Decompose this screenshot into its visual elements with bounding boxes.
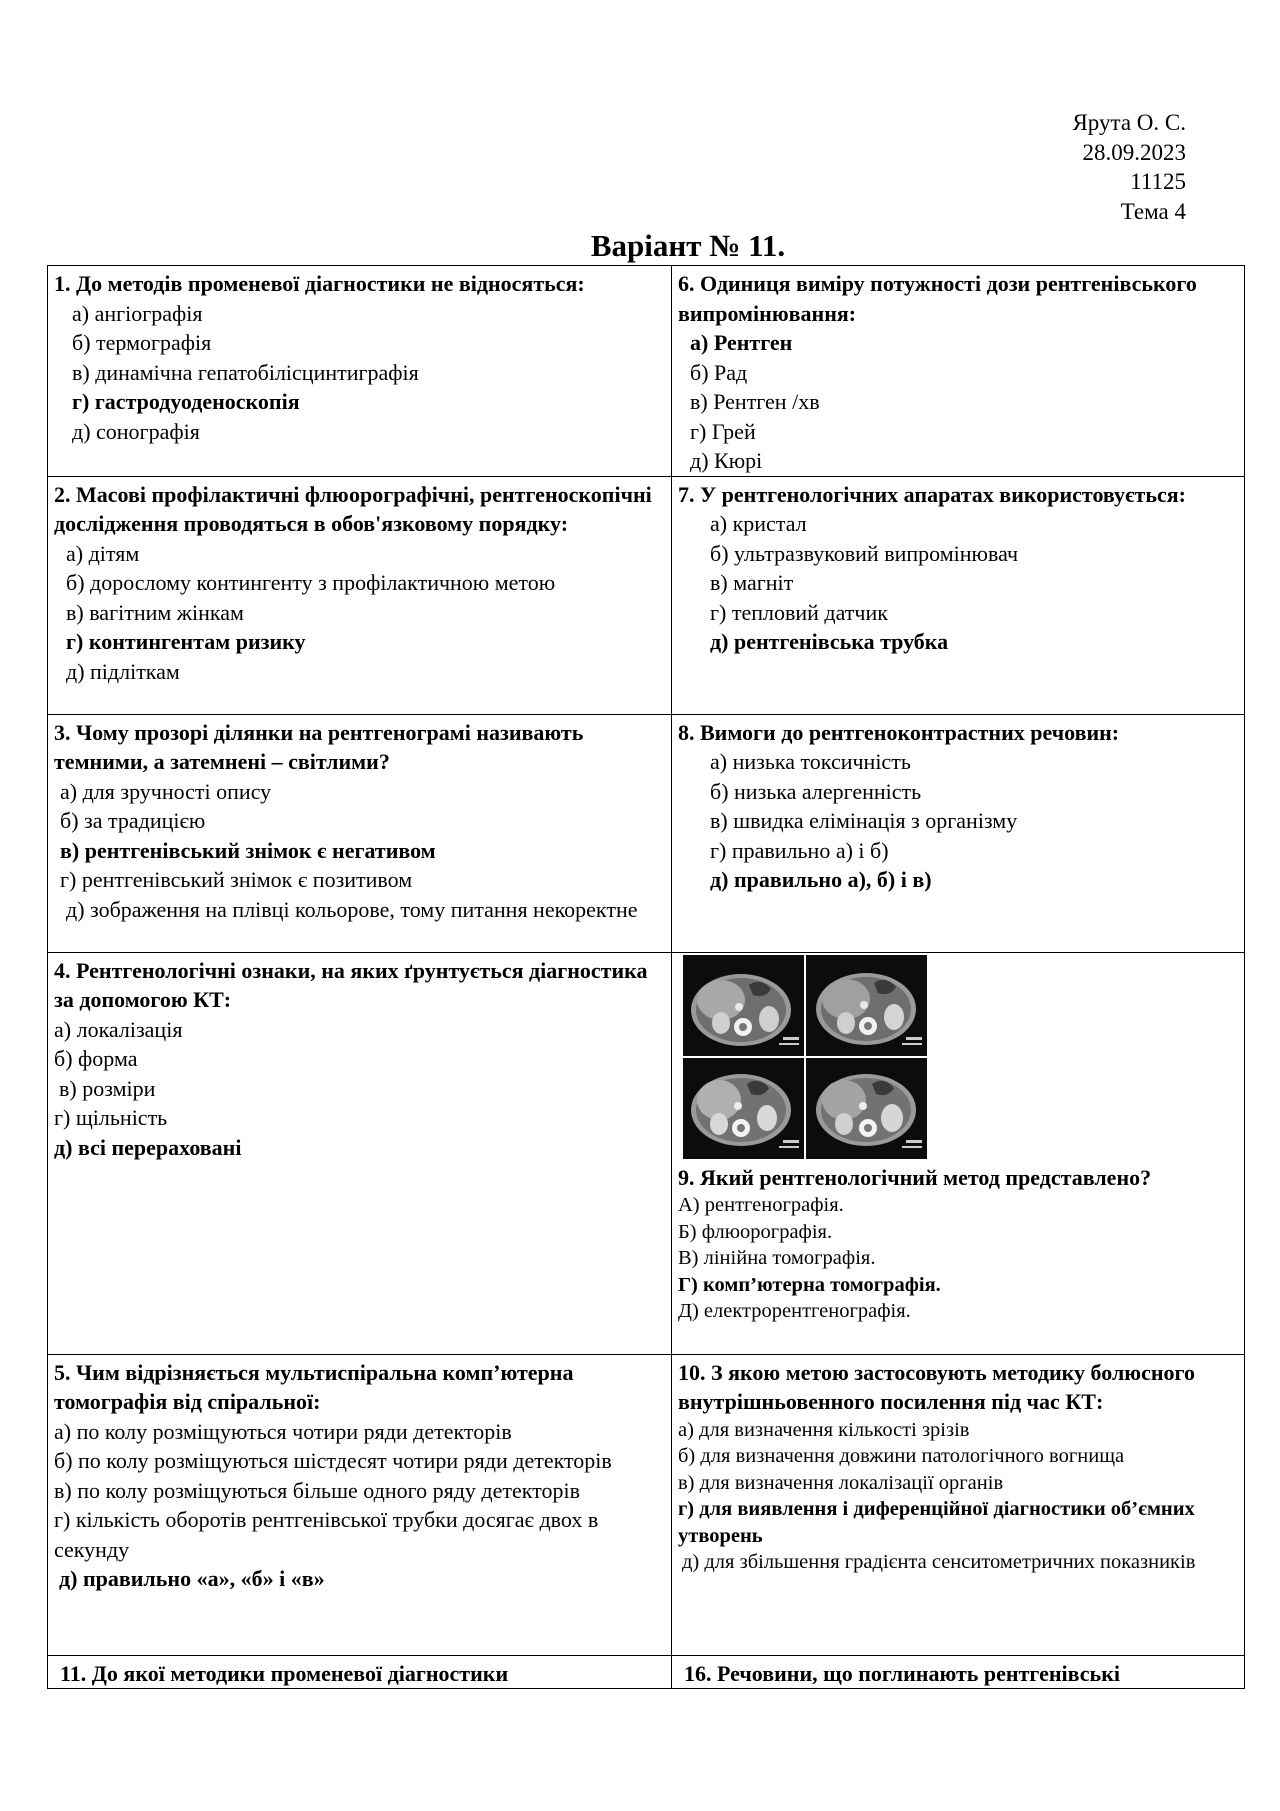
question-cell-8 — [672, 714, 1245, 952]
document-code: 11125 — [1130, 169, 1186, 194]
answer-option: г) щільність — [54, 1105, 168, 1130]
answer-option: в) магніт — [710, 570, 794, 595]
question-text: 9. Який рентгенологічний метод представлено? — [678, 1164, 1152, 1190]
answer-option-correct: Г) комп’ютерна томографія. — [678, 1273, 941, 1296]
answer-option: б) ультразвуковий випромінювач — [710, 540, 1019, 566]
answer-option-correct: а) Рентген — [690, 330, 793, 355]
question-cell-1 — [48, 266, 672, 477]
table-row — [48, 476, 1245, 714]
answer-option: д) Кюрі — [690, 448, 763, 473]
answer-option: д) для збільшення градієнта сенситометричних показників — [682, 1551, 1196, 1573]
question-cell-11 — [48, 1655, 672, 1689]
answer-option: в) Рентген /хв — [690, 389, 820, 414]
answer-option: б) термографія — [72, 330, 212, 355]
answer-option: г) Грей — [690, 418, 756, 444]
answer-option: б) по колу розміщуються шістдесят чотири ряди детекторів — [54, 1448, 612, 1473]
ct-slice — [683, 955, 804, 1056]
author-name: Ярута О. С. — [1072, 110, 1186, 135]
answer-option: г) тепловий датчик — [710, 599, 888, 625]
answer-option: в) по колу розміщуються більше одного ряду детекторів — [54, 1477, 580, 1503]
question-cell-7 — [672, 476, 1245, 714]
answer-option: А) рентгенографія. — [678, 1194, 844, 1216]
answer-option-correct: в) рентгенівський знімок є негативом — [60, 837, 436, 863]
question-text: 2. Масові профілактичні флюорографічні, рентгеноскопічні дослідження проводяться в обов'язковому порядку: — [54, 481, 652, 536]
question-text: 3. Чому прозорі ділянки на рентгенограмі називають темними, а затемнені – світлими? — [54, 719, 584, 774]
question-text: 6. Одиниця виміру потужності дози рентгенівського випромінювання: — [678, 271, 1197, 326]
question-cell-16 — [672, 1655, 1245, 1689]
question-cell-10 — [672, 1354, 1245, 1655]
answer-option: Д) електрорентгенографія. — [678, 1300, 911, 1322]
answer-option: а) для визначення кількості зрізів — [678, 1418, 970, 1441]
answer-option: б) дорослому контингенту з профілактичною метою — [66, 570, 556, 595]
question-text: 11. До якої методики променевої діагностики — [60, 1660, 509, 1686]
answer-option: д) сонографія — [72, 418, 200, 444]
answer-option: д) підліткам — [66, 658, 180, 684]
answer-option-correct: д) рентгенівська трубка — [710, 629, 949, 654]
answer-option: а) дітям — [66, 540, 140, 566]
ct-slice — [806, 955, 927, 1056]
answer-option: в) динамічна гепатобіліcцинтиграфія — [72, 359, 419, 385]
question-cell-5 — [48, 1354, 672, 1655]
answer-option: В) лінійна томографія. — [678, 1247, 876, 1269]
answer-option-correct: д) правильно «а», «б» і «в» — [59, 1566, 325, 1591]
question-text: 16. Речовини, що поглинають рентгенівські — [684, 1660, 1120, 1686]
answer-option: г) правильно а) і б) — [710, 837, 889, 863]
document-date: 28.09.2023 — [1082, 139, 1186, 165]
answer-option: а) по колу розміщуються чотири ряди детекторів — [54, 1418, 512, 1444]
question-text: 10. З якою метою застосовують методику болюсного внутрішньовенного посилення під час КТ: — [678, 1359, 1195, 1414]
table-row — [48, 714, 1245, 952]
answer-option-correct: д) правильно а), б) і в) — [710, 867, 932, 892]
answer-option-correct: г) гастродуоденоскопія — [72, 389, 300, 414]
answer-option: а) ангіографія — [72, 300, 203, 326]
question-text: 1. До методів променевої діагностики не відносяться: — [54, 271, 585, 296]
topic-label: Тема 4 — [1120, 198, 1186, 224]
question-text: 8. Вимоги до рентгеноконтрастних речовин: — [678, 719, 1120, 745]
answer-option: а) для зручності опису — [60, 778, 272, 804]
table-row — [48, 952, 1245, 1354]
document-header — [1072, 108, 1186, 226]
answer-option: б) для визначення довжини патологічного вогнища — [678, 1445, 1125, 1467]
answer-option: г) рентгенівський знімок є позитивом — [60, 867, 413, 892]
answer-option: в) швидка елімінація з організму — [710, 808, 1018, 833]
ct-scan-image — [683, 955, 927, 1159]
variant-title: Варіант № 11. — [590, 228, 786, 263]
table-row — [48, 1354, 1245, 1655]
answer-option: в) для визначення локалізації органів — [678, 1471, 1004, 1494]
question-text: 5. Чим відрізняється мультиспіральна комп’ютерна томографія від спіральної: — [54, 1359, 574, 1414]
answer-option: б) форма — [54, 1046, 138, 1071]
answer-option: б) за традицією — [60, 808, 206, 833]
questions-table — [47, 265, 1245, 1689]
answer-option: б) Рад — [690, 359, 748, 385]
answer-option: Б) флюорографія. — [678, 1220, 833, 1243]
answer-option: а) кристал — [710, 511, 807, 536]
question-cell-6 — [672, 266, 1245, 477]
question-cell-2 — [48, 476, 672, 714]
answer-option: в) розміри — [59, 1075, 156, 1101]
answer-option: в) вагітним жінкам — [66, 599, 244, 625]
answer-option: б) низька алергенність — [710, 778, 922, 804]
question-cell-9 — [672, 952, 1245, 1354]
ct-slice — [806, 1058, 927, 1159]
question-cell-4 — [48, 952, 672, 1354]
table-row — [48, 266, 1245, 477]
answer-option: а) локалізація — [54, 1016, 183, 1042]
answer-option-correct: д) всі перераховані — [54, 1134, 242, 1160]
answer-option: а) низька токсичність — [710, 749, 911, 774]
table-row — [48, 1655, 1245, 1689]
answer-option: г) кількість оборотів рентгенівської трубки досягає двох в секунду — [54, 1507, 599, 1562]
answer-option: д) зображення на плівці кольорове, тому питання некоректне — [66, 896, 638, 922]
question-text: 7. У рентгенологічних апаратах використовується: — [678, 481, 1186, 507]
question-cell-3 — [48, 714, 672, 952]
answer-option-correct: г) для виявлення і диференційної діагностики об’ємних утворень — [678, 1498, 1195, 1547]
answer-option-correct: г) контингентам ризику — [66, 629, 306, 654]
question-text: 4. Рентгенологічні ознаки, на яких ґрунтується діагностика за допомогою КТ: — [54, 957, 648, 1012]
ct-slice — [683, 1058, 804, 1159]
